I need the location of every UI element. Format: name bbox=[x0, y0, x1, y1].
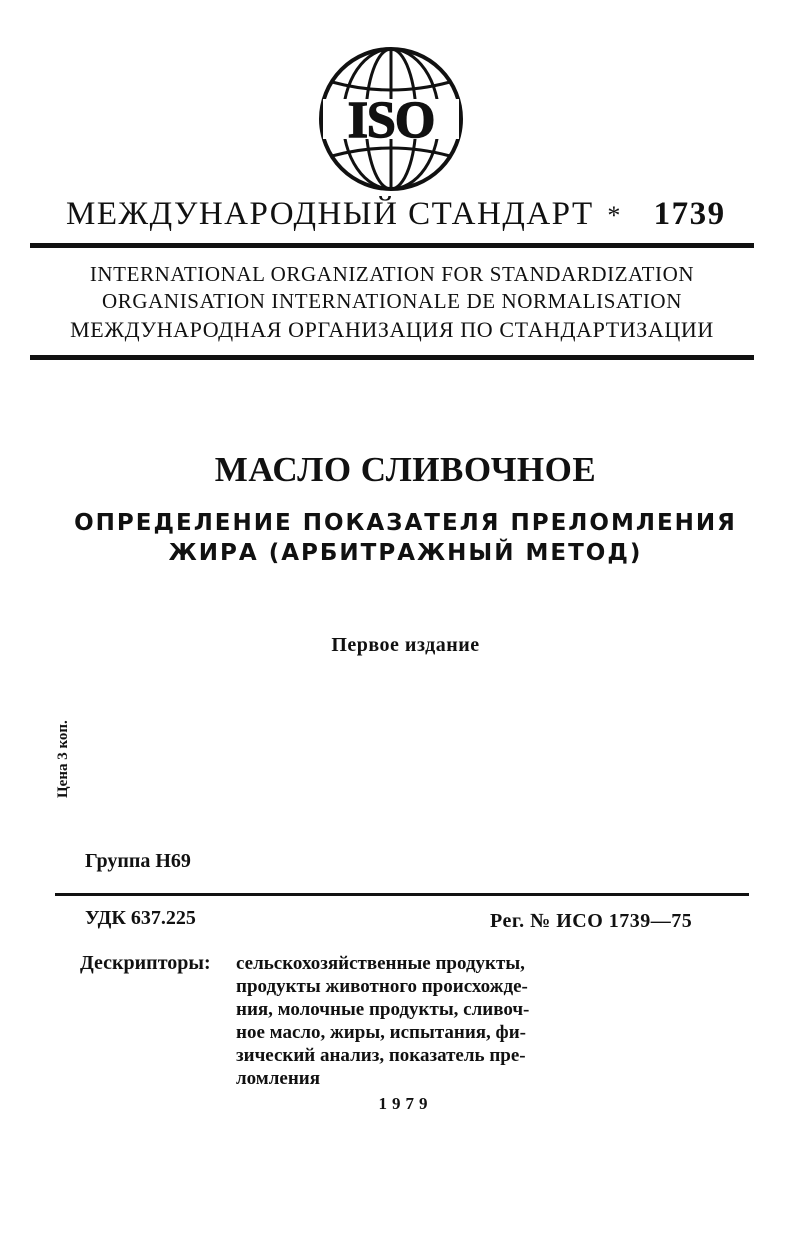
descriptors-line: ломления bbox=[236, 1068, 321, 1089]
descriptors-line: зический анализ, показатель пре- bbox=[236, 1045, 526, 1066]
star-mark: * bbox=[607, 201, 622, 230]
standard-label: МЕЖДУНАРОДНЫЙ СТАНДАРТ bbox=[66, 196, 594, 232]
descriptors-label: Дескрипторы: bbox=[80, 952, 211, 974]
descriptors-line: продукты животного происхожде- bbox=[236, 976, 528, 997]
org-divider bbox=[30, 355, 754, 360]
descriptors-line: ния, молочные продукты, сливоч- bbox=[236, 999, 530, 1020]
price-label: Цена 3 коп. bbox=[55, 720, 71, 798]
footer-divider bbox=[55, 893, 749, 896]
org-name-english: INTERNATIONAL ORGANIZATION FOR STANDARDIZATION bbox=[89, 262, 695, 286]
standard-number: 1739 bbox=[653, 196, 726, 232]
document-title: МАСЛО СЛИВОЧНОЕ bbox=[214, 450, 597, 489]
descriptors-text bbox=[236, 952, 591, 1090]
group-code: Группа Н69 bbox=[85, 850, 191, 872]
document-subtitle-line-2: ЖИРА (АРБИТРАЖНЫЙ МЕТОД) bbox=[168, 540, 643, 566]
org-name-russian: МЕЖДУНАРОДНАЯ ОРГАНИЗАЦИЯ ПО СТАНДАРТИЗАЦИИ bbox=[70, 317, 714, 342]
descriptors-line: ное масло, жиры, испытания, фи- bbox=[236, 1022, 526, 1043]
descriptors-line: сельскохозяйственные продукты, bbox=[236, 953, 525, 974]
org-name-french: ORGANISATION INTERNATIONALE DE NORMALISATION bbox=[102, 289, 682, 313]
standard-header bbox=[66, 196, 746, 233]
edition-label: Первое издание bbox=[331, 634, 480, 656]
udc-code: УДК 637.225 bbox=[85, 907, 196, 929]
publication-year: 1979 bbox=[378, 1094, 433, 1113]
logo-text: ISO bbox=[347, 92, 435, 149]
document-subtitle-line-1: ОПРЕДЕЛЕНИЕ ПОКАЗАТЕЛЯ ПРЕЛОМЛЕНИЯ bbox=[74, 510, 737, 536]
iso-logo bbox=[318, 46, 464, 192]
registration-number: Рег. № ИСО 1739—75 bbox=[490, 910, 693, 932]
top-divider bbox=[30, 243, 754, 248]
